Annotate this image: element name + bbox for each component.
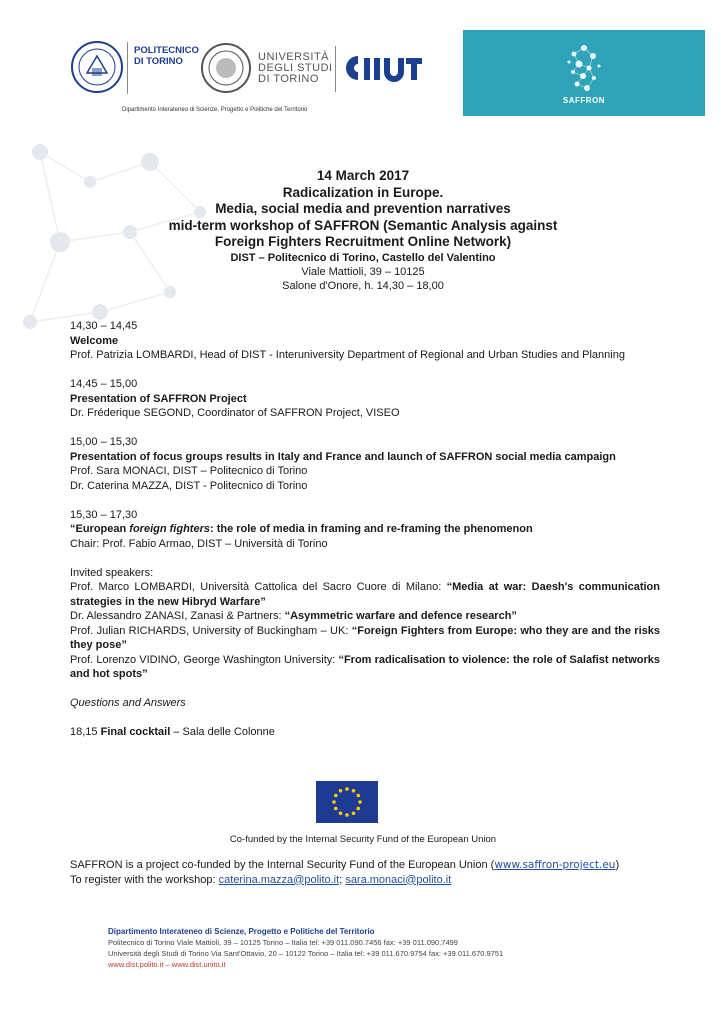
- invited-speaker: [70, 624, 660, 653]
- event-date: 14 March 2017: [316, 168, 410, 183]
- program: [70, 319, 660, 740]
- session-title: Presentation of SAFFRON Project: [70, 392, 247, 405]
- footer-unito-line: Università degli Studi di Torino Via Sant'Ottavio, 20 – 10122 Torino – Italia tel: +39 011.670.9754 fax: +39 011.670.9751: [108, 949, 504, 958]
- eu-star-icon: [352, 811, 356, 815]
- logo-divider: [335, 46, 336, 92]
- invited-speaker: [70, 580, 660, 609]
- talk-title: “Media at war: Daesh's communication strategies in the new Hibryd Warfare”: [70, 581, 660, 608]
- cocktail-place: – Sala delle Colonne: [170, 726, 275, 738]
- unito-line1: UNIVERSITÀ: [258, 51, 330, 63]
- politecnico-name: [134, 45, 199, 67]
- register-text: To register with the workshop:: [70, 873, 219, 886]
- session-speaker: Prof. Patrizia LOMBARDI, Head of DIST - Interuniversity Department of Regional and Urban Studies and Planning: [70, 349, 625, 361]
- footer: [108, 926, 668, 970]
- title-block: [100, 168, 626, 293]
- email-link-monaci[interactable]: sara.monaci@polito.it: [345, 873, 452, 886]
- email-separator: ;: [339, 873, 346, 886]
- questions-and-answers: Questions and Answers: [70, 697, 186, 709]
- footer-web-links[interactable]: www.dist.polito.it – www.dist.unito.it: [108, 960, 226, 969]
- eu-star-icon: [334, 794, 338, 798]
- saffron-label: SAFFRON: [562, 96, 606, 105]
- event-room: Salone d'Onore, h. 14,30 – 18,00: [282, 279, 444, 292]
- session-title-emphasis: foreign fighters: [129, 523, 210, 535]
- saffron-website-link[interactable]: www.saffron-project.eu: [494, 859, 616, 871]
- event-title-line3: mid-term workshop of SAFFRON (Semantic Analysis against: [168, 217, 558, 233]
- saffron-network-icon: [559, 42, 609, 96]
- session-time: 15,00 – 15,30: [70, 436, 138, 448]
- unito-line2: DEGLI STUDI: [258, 62, 333, 74]
- invited-speaker: [70, 609, 660, 624]
- session-speaker: Prof. Sara MONACI, DIST – Politecnico di Torino: [70, 465, 308, 477]
- talk-title: “Asymmetric warfare and defence research”: [284, 610, 517, 622]
- final-cocktail: [70, 725, 660, 740]
- talk-title: “From radicalisation to violence: the role of Salafist networks and hot spots”: [70, 653, 660, 680]
- event-address: Viale Mattioli, 39 – 10125: [301, 265, 425, 278]
- session-time: 14,45 – 15,00: [70, 378, 138, 390]
- eu-star-icon: [356, 807, 360, 811]
- session-title: Presentation of focus groups results in Italy and France and launch of SAFFRON social media campaign: [70, 450, 616, 463]
- event-title-line1: Radicalization in Europe.: [282, 184, 444, 200]
- session-title: Welcome: [70, 334, 119, 347]
- speaker-name: Prof. Lorenzo VIDINO, George Washington University:: [70, 653, 339, 666]
- funding-line: [70, 858, 670, 873]
- session-speaker: Dr. Caterina MAZZA, DIST - Politecnico di Torino: [70, 479, 308, 492]
- funding-close: ): [615, 859, 620, 871]
- eu-star-icon: [356, 794, 360, 798]
- eu-star-icon: [345, 787, 349, 791]
- event-title-line4: Foreign Fighters Recruitment Online Network): [214, 234, 512, 249]
- eu-star-icon: [358, 800, 362, 804]
- eu-star-icon: [334, 807, 338, 811]
- eu-star-icon: [332, 800, 336, 804]
- eu-star-icon: [345, 813, 349, 817]
- cocktail-title: Final cocktail: [100, 726, 171, 738]
- event-title-line2: Media, social media and prevention narratives: [215, 201, 511, 216]
- session-chair: Chair: Prof. Fabio Armao, DIST – Università di Torino: [70, 537, 328, 550]
- session-time: 14,30 – 14,45: [70, 320, 138, 332]
- eu-star-icon: [339, 811, 343, 815]
- funding-block: [70, 858, 670, 887]
- session-title: [70, 522, 660, 537]
- eu-star-icon: [339, 789, 343, 793]
- funding-text: SAFFRON is a project co-funded by the Internal Security Fund of the European Union (: [70, 859, 495, 871]
- politecnico-seal-logo: [70, 40, 124, 94]
- session-title-part: : the role of media in framing and re-framing the phenomenon: [209, 523, 533, 535]
- footer-title: Dipartimento Interateneo di Scienze, Progetto e Politiche del Territorio: [108, 927, 375, 936]
- speaker-name: Prof. Julian RICHARDS, University of Buckingham – UK:: [70, 624, 352, 637]
- cnut-logo: [342, 52, 424, 84]
- invited-speaker: [70, 653, 660, 682]
- talk-title: “Foreign Fighters from Europe: who they are and the risks they pose”: [70, 624, 660, 651]
- session-speaker: Dr. Fréderique SEGOND, Coordinator of SAFFRON Project, VISEO: [70, 407, 400, 419]
- email-link-mazza[interactable]: caterina.mazza@polito.it: [218, 873, 340, 886]
- cocktail-time: 18,15: [70, 726, 101, 738]
- eu-flag: [316, 781, 378, 823]
- session-time: 15,30 – 17,30: [70, 508, 138, 521]
- invited-speakers-label: Invited speakers:: [70, 566, 154, 579]
- saffron-logo-box: [463, 30, 705, 116]
- eu-star-icon: [352, 789, 356, 793]
- speaker-name: Prof. Marco LOMBARDI, Università Cattolica del Sacro Cuore di Milano:: [70, 581, 447, 593]
- speaker-name: Dr. Alessandro ZANASI, Zanasi & Partners:: [70, 610, 285, 622]
- footer-polito-line: Politecnico di Torino Viale Mattioli, 39 – 10125 Torino – Italia tel: +39 011.090.7456 fax: +39 011.090.7499: [108, 938, 458, 947]
- eu-stars-icon: [316, 781, 378, 823]
- session-title-part: “European: [70, 523, 130, 535]
- department-caption: Dipartimento Interateneo di Scienze, Progetto e Politiche del Territorio: [122, 107, 308, 113]
- unito-seal-logo: [200, 42, 252, 94]
- unito-name: [258, 52, 333, 85]
- politecnico-line1: POLITECNICO: [134, 45, 199, 56]
- register-line: [70, 873, 670, 888]
- event-venue: DIST – Politecnico di Torino, Castello del Valentino: [230, 251, 496, 264]
- politecnico-line2: DI TORINO: [134, 56, 183, 67]
- logo-divider: [127, 42, 128, 94]
- eu-caption: Co-funded by the Internal Security Fund of the European Union: [229, 834, 497, 845]
- unito-line3: DI TORINO: [258, 73, 319, 85]
